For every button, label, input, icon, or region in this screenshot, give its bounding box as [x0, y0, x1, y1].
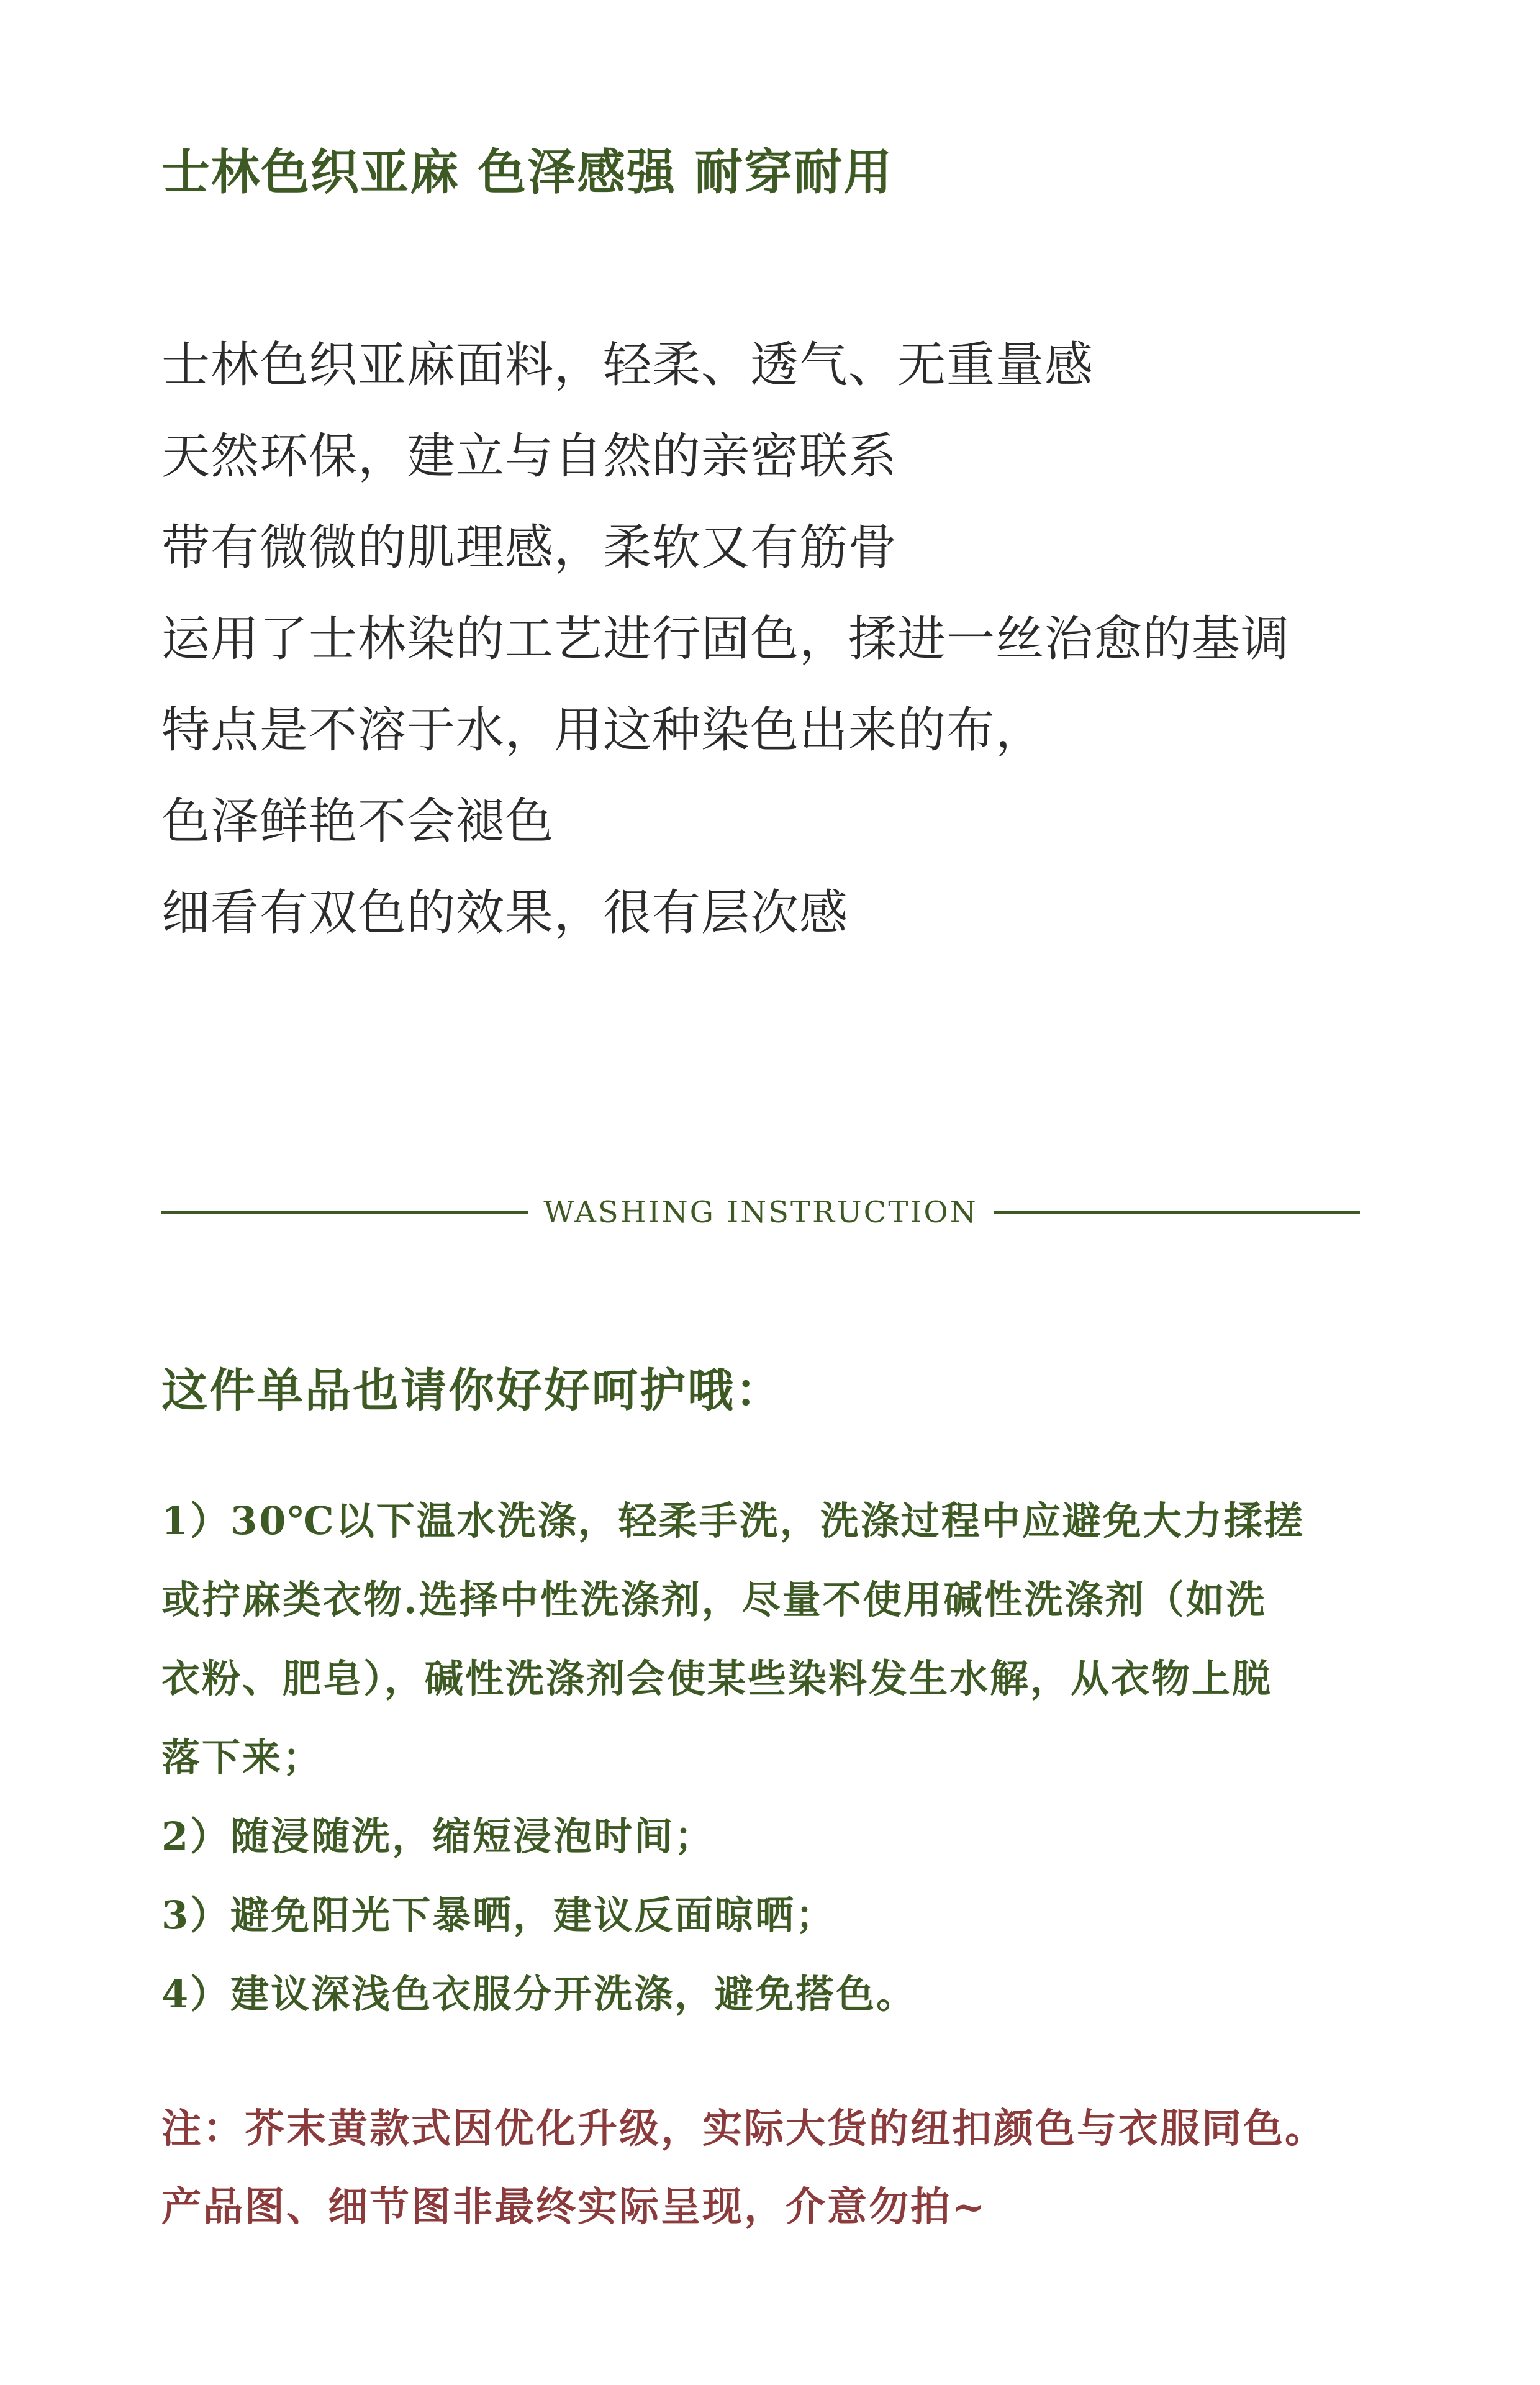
description-line: 运用了士林染的工艺进行固色，揉进一丝治愈的基调	[161, 611, 1290, 667]
divider-line-right	[994, 1211, 1360, 1214]
care-line: 3）避免阳光下暴晒，建议反面晾晒；	[161, 1892, 836, 1938]
description-line: 色泽鲜艳不会褪色	[161, 794, 555, 850]
divider-line-left	[161, 1211, 528, 1214]
description-line: 士林色织亚麻面料，轻柔、透气、无重量感	[161, 337, 1094, 393]
care-line: 4）建议深浅色衣服分开洗涤，避免搭色。	[161, 1971, 917, 2017]
washing-instructions	[161, 1481, 1379, 2033]
note-line: 产品图、细节图非最终实际呈现，介意勿拍~	[161, 2184, 987, 2230]
care-line: 落下来；	[161, 1735, 324, 1780]
description-line: 特点是不溶于水，用这种染色出来的布，	[161, 702, 1045, 758]
page-title: 士林色织亚麻 色泽感强 耐穿耐用	[161, 144, 894, 201]
product-note	[161, 2090, 1326, 2246]
care-line: 或拧麻类衣物.选择中性洗涤剂，尽量不使用碱性洗涤剂（如洗	[161, 1577, 1267, 1622]
care-line: 衣粉、肥皂），碱性洗涤剂会使某些染料发生水解，从衣物上脱	[161, 1656, 1273, 1701]
care-heading: 这件单品也请你好好呵护哦：	[161, 1364, 783, 1417]
care-line: 1）30℃以下温水洗涤，轻柔手洗，洗涤过程中应避免大力揉搓	[161, 1498, 1305, 1543]
description-line: 细看有双色的效果，很有层次感	[161, 885, 849, 941]
description-line: 带有微微的肌理感，柔软又有筋骨	[161, 520, 898, 576]
section-divider	[161, 1188, 1360, 1237]
note-line: 注：芥末黄款式因优化升级，实际大货的纽扣颜色与衣服同色。	[161, 2106, 1326, 2152]
care-line: 2）随浸随洗，缩短浸泡时间；	[161, 1814, 715, 1859]
divider-label: WASHING INSTRUCTION	[543, 1195, 978, 1230]
fabric-description	[161, 320, 1290, 959]
description-line: 天然环保，建立与自然的亲密联系	[161, 429, 898, 484]
